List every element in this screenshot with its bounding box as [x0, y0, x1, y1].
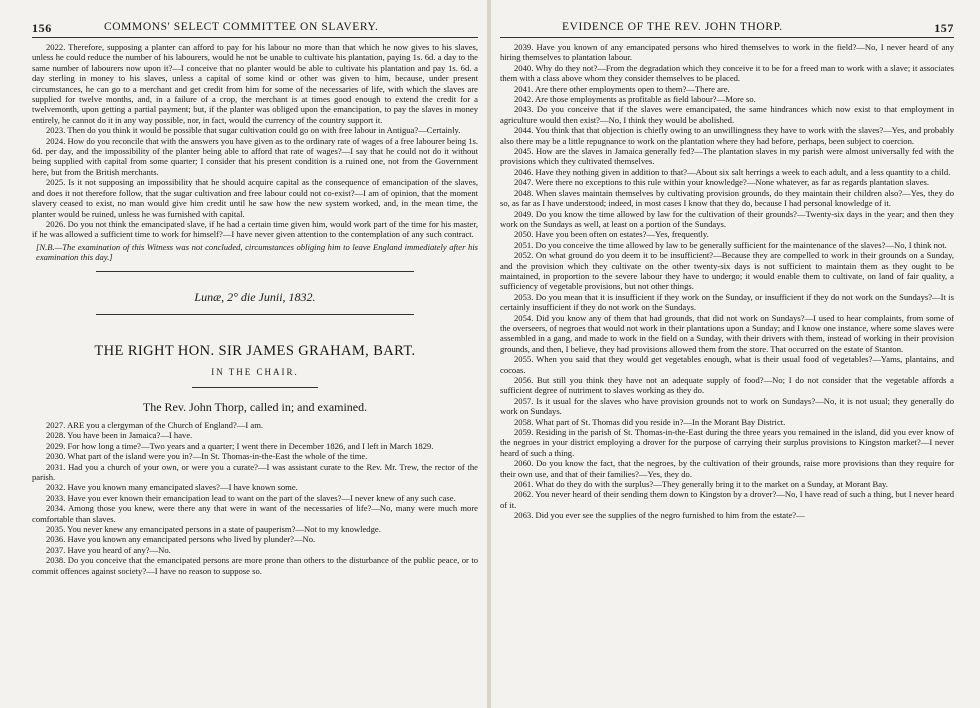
question: 2063. Did you ever see the supplies of the negro furnished to him from the estate?— — [514, 510, 805, 521]
paragraph: 2026. Do you not think the emancipated slave, if he had a certain time given him, would work part of the time for his master, if he was allowed a sufficient time to work for himself?—I have never given attention to the contemplation of any such contract. — [32, 218, 478, 240]
left-page-header — [32, 21, 478, 35]
right-page-header — [500, 21, 954, 35]
question: 2054. Did you know any of them that had grounds, that did not work on Sundays?—I used to hear complaints, from some of the overseers, of negroes that would not work in their plantations upon a Sunday; and I know one instance, where some slaves were assembled in a gang, and made to work in the field on a Sunday, with their drivers with them, instead of working in their provision grounds, and then, I believe, they had provisions allowed them from the store. That occurred on the estate of Stanton. — [500, 312, 954, 354]
question: 2041. Are there other employments open to them?—There are. — [514, 83, 730, 94]
question: 2038. Do you conceive that the emancipated persons are more prone than others to the disturbance of the public peace, or to commit offences against society?—I have no reason to suppose so. — [32, 555, 478, 576]
paragraph: 2025. Is it not supposing an impossibility that he should acquire capital as the consequence of emancipation of the slaves, and does it not therefore follow, that the sugar cultivation and free labour could not co-exist?—I am of opinion, that the moment slavery ceased to exist, no man would give him credit until he saw how the new system worked, and, in the mean time, the planter would be ruined, unless he was furnished with capital. — [32, 177, 478, 219]
question: 2028. You have been in Jamaica?—I have. — [46, 430, 193, 441]
question: 2058. What part of St. Thomas did you reside in?—In the Morant Bay District. — [514, 416, 786, 427]
question: 2061. What do they do with the surplus?—They generally bring it to the market on a Sunday, at Morant Bay. — [514, 479, 888, 490]
running-title: EVIDENCE OF THE REV. JOHN THORP. — [562, 21, 783, 33]
right-page — [490, 0, 980, 708]
question: 2039. Have you known of any emancipated persons who hired themselves to work in the field?—No, I never heard of any hiring themselves to plantation labour. — [500, 42, 954, 63]
question: 2055. When you said that they would get vegetables enough, what is their usual food of vegetables?—Yams, plantains, and cocoas. — [500, 354, 954, 375]
question: 2060. Do you know the fact, that the negroes, by the cultivation of their grounds, raise more provisions than they require for their own use, and that of their families?—Yes, they do. — [500, 458, 954, 479]
page-number: 157 — [934, 21, 954, 35]
left-page-body — [32, 42, 478, 576]
question: 2031. Had you a church of your own, or were you a curate?—I was assistant curate to the Rev. Mr. Trew, the rector of the parish. — [32, 461, 478, 482]
question: 2030. What part of the island were you in?—In St. Thomas-in-the-East the whole of the time. — [46, 451, 368, 462]
section-rule — [96, 314, 414, 315]
examination-note: [N.B.—The examination of this Witness was not concluded, circumstances obliging him to leave England immediately after his examination this day.] — [36, 241, 478, 263]
chair-label: IN THE CHAIR. — [211, 366, 299, 377]
question: 2059. Residing in the parish of St. Thomas-in-the-East during the three years you remained in the island, did you ever know of the negroes in your district employing a drover for the purpose of carrying their surplus provisions to Kingston market?—I never heard of such a thing. — [500, 427, 954, 458]
question: 2036. Have you known any emancipated persons who lived by plunder?—No. — [46, 534, 316, 545]
question: 2050. Have you been often on estates?—Yes, frequently. — [514, 229, 709, 240]
question: 2035. You never knew any emancipated persons in a state of pauperism?—Not to my knowledge. — [46, 524, 381, 534]
question: 2048. When slaves maintain themselves by cultivating provision grounds, do they maintain their children also?—Yes, they do so, as far as I have understood; indeed, in most cases I know that they do, because I had personal knowledge of it. — [500, 187, 954, 209]
session-date: Lunæ, 2° die Junii, 1832. — [194, 289, 316, 304]
left-page — [0, 0, 488, 708]
question: 2027. ARE you a clergyman of the Church of England?—I am. — [46, 419, 264, 430]
paragraph: 2023. Then do you think it would be possible that sugar cultivation could go on with free labour in Antigua?—Certainly. — [46, 125, 461, 136]
header-rule — [32, 37, 478, 38]
question: 2033. Have you ever known their emancipation lead to want on the part of the slaves?—I never knew of any such case. — [46, 492, 456, 503]
question: 2047. Were there no exceptions to this rule within your knowledge?—None whatever, as far as regards plantation slaves. — [514, 177, 930, 188]
chairman-name: THE RIGHT HON. SIR JAMES GRAHAM, BART. — [94, 342, 416, 359]
question: 2032. Have you known many emancipated slaves?—I have known some. — [46, 482, 298, 493]
question: 2029. For how long a time?—Two years and a quarter; I went there in December 1826, and I left in March 1829. — [46, 440, 434, 451]
question: 2057. Is it usual for the slaves who have provision grounds not to work on Sundays?—No, it is not usual; they generally do work on Sundays. — [500, 395, 954, 417]
section-rule — [96, 271, 414, 272]
page-number: 156 — [32, 21, 52, 35]
question: 2052. On what ground do you deem it to be insufficient?—Because they are compelled to work in their grounds on a Sunday, and the provision which they cultivate on the other twenty-six days is not sufficient to maintain them as they ought to be maintained, in proportion to the severe labour they have to undergo; it would enable them to cultivate, on land of fair quality, a sufficiency of vegetable provisions, but not other things. — [500, 250, 954, 292]
witness-heading: The Rev. John Thorp, called in; and examined. — [142, 399, 368, 414]
question: 2053. Do you mean that it is insufficient if they work on the Sunday, or insufficient if they do not work on the Sundays?—It is certainly insufficient if they do not work on the Sundays. — [500, 291, 954, 313]
question: 2043. Do you conceive that if the slaves were emancipated, the same hindrances which now exist to that employment in agriculture would then exist?—No, I think they would be abolished. — [500, 104, 954, 125]
header-rule — [500, 37, 954, 38]
running-title: COMMONS' SELECT COMMITTEE ON SLAVERY. — [104, 21, 379, 33]
question: 2044. You think that that objection is chiefly owing to an unwillingness they have to work with the slaves?—Yes, and probably also there may be a little repugnance to work on the plantation where they had before, perhaps, been subject to coercion. — [500, 125, 954, 146]
question: 2056. But still you think they have not an adequate supply of food?—No; I do not consider that the vegetable affords a sufficient degree of nutriment to slaves working as they do. — [500, 375, 954, 396]
question: 2046. Have they nothing given in addition to that?—About six salt herrings a week to each adult, and a less quantity to a child. — [514, 166, 951, 177]
paragraph: 2022. Therefore, supposing a planter can afford to pay for his labour no more than that which he now gives to his slaves, unless he could reduce the number of his labourers, would he not be unable to cultivate his plantation, paying 1s. 6d. a day to the same number of labourers now upon it?—I conceive that no planter would be able to cultivate his plantation and pay 1s. 6d. a day sterling in money to his slaves, unless a capital of some kind or other was given to him, because, under present circumstances, he can go to a merchant and get credit from him for some of the necessaries of life, with which the slaves are supplied for twelve months, and, in a failure of a crop, the merchant is at times good enough to extend the credit for a twelvemonth, upon getting a partial payment; but, if the planter was obliged upon the emancipation, to pay the slaves in money entirely, he cannot do it in any way possible, nor, in fact, would the currency of the country support it. — [32, 42, 478, 125]
question: 2040. Why do they not?—From the degradation which they conceive it to be for a freed man to work with a slave; it associates them with a class above whom they consider themselves to be placed. — [500, 62, 954, 84]
question: 2042. Are those employments as profitable as field labour?—More so. — [514, 94, 756, 105]
question: 2034. Among those you knew, were there any that were in want of the necessaries of life?—No, many were much more comfortable than slaves. — [32, 503, 478, 524]
question: 2062. You never heard of their sending them down to Kingston by a drover?—No, I have read of such a thing, but I never heard of it. — [500, 489, 954, 510]
paragraph: 2024. How do you reconcile that with the answers you have given as to the ordinary rate of wages of a free labourer being 1s. 6d. per day, and the impossibility of the planter being able to afford that rate of wages?—I say that he could not do it without being supplied with capital from some quarter; I consider that his present condition is a ruined one, not from the Government here, but from the British merchants. — [32, 135, 478, 177]
question: 2037. Have you heard of any?—No. — [46, 544, 171, 555]
question: 2045. How are the slaves in Jamaica generally fed?—The plantation slaves in my parish were almost universally fed with the provisions which they cultivated themselves. — [500, 146, 954, 167]
question: 2051. Do you conceive the time allowed by law to be generally sufficient for the maintenance of the slaves?—No, I think not. — [514, 239, 947, 250]
right-page-body — [500, 42, 954, 521]
question: 2049. Do you know the time allowed by law for the cultivation of their grounds?—Twenty-six days in the year; and then they work on the Sundays as well, at least on a portion of the Sundays. — [500, 208, 954, 229]
section-rule — [192, 387, 318, 388]
